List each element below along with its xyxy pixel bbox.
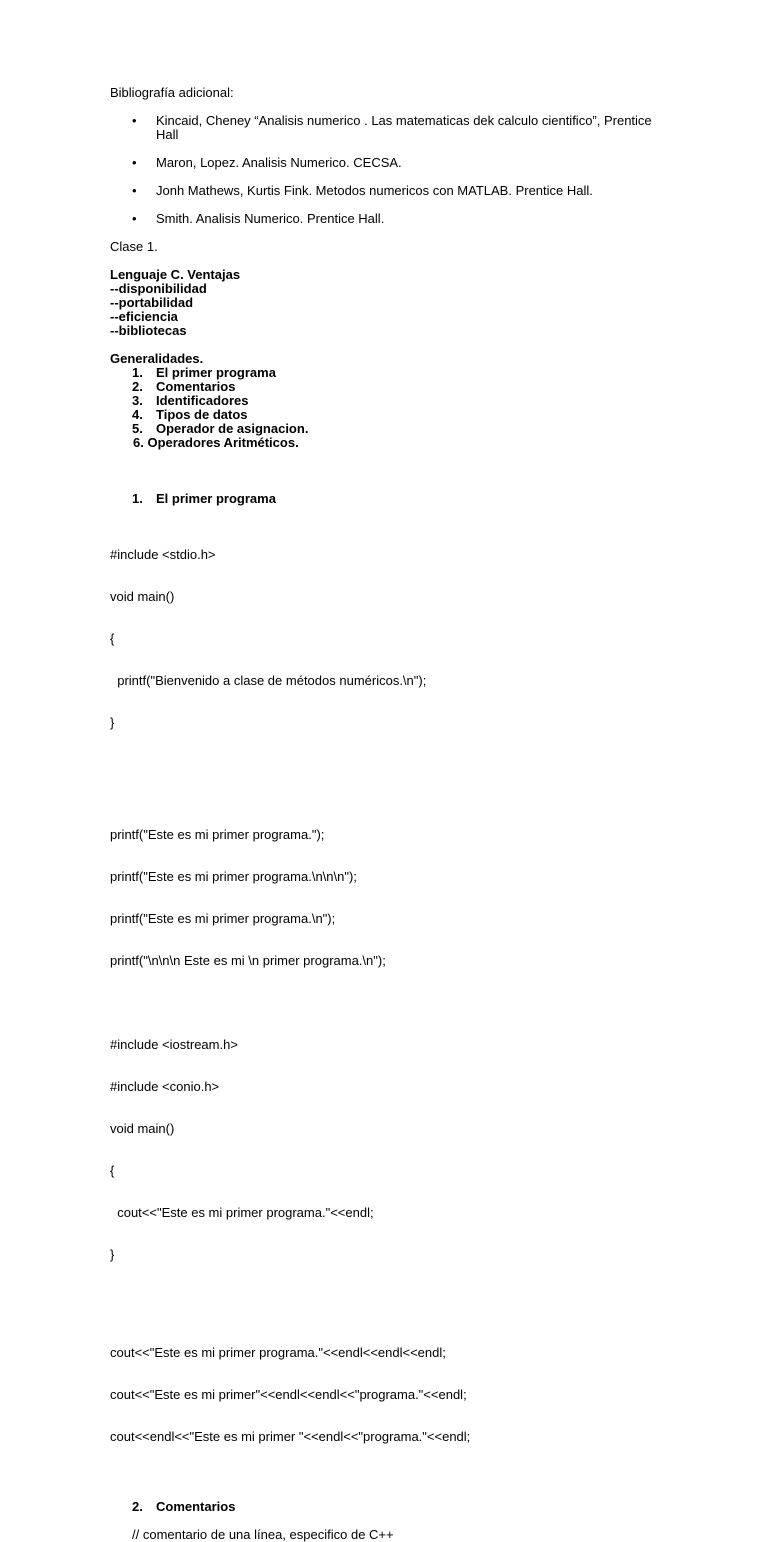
code-line: } bbox=[110, 1247, 115, 1262]
advantage-item: --eficiencia bbox=[110, 309, 178, 324]
section-2-heading bbox=[110, 1500, 670, 1514]
code-line: printf("Este es mi primer programa."); bbox=[110, 827, 325, 842]
code-block-printf bbox=[110, 800, 670, 996]
section-title: 1. El primer programa bbox=[132, 491, 276, 506]
code-line: cout<<"Este es mi primer"<<endl<<endl<<"programa."<<endl; bbox=[110, 1387, 467, 1402]
bibliography-item: • Kincaid, Cheney “Analisis numerico . Las matematicas dek calculo cientifico”, Prentice Hall bbox=[132, 113, 652, 142]
code-line: void main() bbox=[110, 1121, 175, 1136]
code-line: #include <stdio.h> bbox=[110, 547, 216, 562]
bibliography-item: • Smith. Analisis Numerico. Prentice Hall. bbox=[132, 211, 385, 226]
generalities-block bbox=[110, 352, 670, 450]
generalities-item: 3. Identificadores bbox=[132, 393, 249, 408]
class-heading: Clase 1. bbox=[110, 239, 158, 254]
bullet-icon: • bbox=[132, 211, 137, 226]
advantages-block bbox=[110, 268, 670, 338]
advantage-item: --bibliotecas bbox=[110, 323, 187, 338]
bullet-icon: • bbox=[132, 183, 137, 198]
section-title: 2. Comentarios bbox=[132, 1499, 236, 1514]
code-block-stdio bbox=[110, 520, 670, 758]
document-page bbox=[110, 86, 670, 1542]
code-line: printf("Este es mi primer programa.\n"); bbox=[110, 911, 336, 926]
generalities-list bbox=[110, 366, 670, 450]
code-line: cout<<"Este es mi primer programa."<<endl; bbox=[110, 1205, 374, 1220]
code-line: printf("Este es mi primer programa.\n\n\n"); bbox=[110, 869, 357, 884]
generalities-item: 6. Operadores Aritméticos. bbox=[133, 435, 299, 450]
comment-description: // comentario de una línea, especifico de C++ bbox=[132, 1527, 394, 1542]
bibliography-list bbox=[110, 114, 670, 226]
code-line: void main() bbox=[110, 589, 175, 604]
code-line: { bbox=[110, 631, 115, 646]
code-line: { bbox=[110, 1163, 115, 1178]
section-1-heading bbox=[110, 492, 670, 506]
code-line: printf("Bienvenido a clase de métodos numéricos.\n"); bbox=[110, 673, 427, 688]
code-block-iostream bbox=[110, 1010, 670, 1290]
advantage-item: --portabilidad bbox=[110, 295, 194, 310]
code-line: cout<<endl<<"Este es mi primer "<<endl<<"programa."<<endl; bbox=[110, 1429, 471, 1444]
generalities-item: 1. El primer programa bbox=[132, 365, 276, 380]
code-line: cout<<"Este es mi primer programa."<<endl<<endl<<endl; bbox=[110, 1345, 446, 1360]
generalities-title: Generalidades. bbox=[110, 351, 204, 366]
bibliography-title: Bibliografía adicional: bbox=[110, 85, 234, 100]
bibliography-item: • Maron, Lopez. Analisis Numerico. CECSA. bbox=[132, 155, 402, 170]
advantages-title: Lenguaje C. Ventajas bbox=[110, 267, 241, 282]
bullet-icon: • bbox=[132, 155, 137, 170]
generalities-item: 4. Tipos de datos bbox=[132, 407, 248, 422]
code-line: #include <conio.h> bbox=[110, 1079, 220, 1094]
code-block-cout bbox=[110, 1318, 670, 1472]
code-line: printf("\n\n\n Este es mi \n primer programa.\n"); bbox=[110, 953, 386, 968]
bullet-icon: • bbox=[132, 113, 137, 128]
generalities-item: 2. Comentarios bbox=[132, 379, 236, 394]
advantage-item: --disponibilidad bbox=[110, 281, 207, 296]
code-line: } bbox=[110, 715, 115, 730]
bibliography-item: • Jonh Mathews, Kurtis Fink. Metodos numericos con MATLAB. Prentice Hall. bbox=[132, 183, 593, 198]
code-line: #include <iostream.h> bbox=[110, 1037, 238, 1052]
generalities-item: 5. Operador de asignacion. bbox=[132, 421, 309, 436]
